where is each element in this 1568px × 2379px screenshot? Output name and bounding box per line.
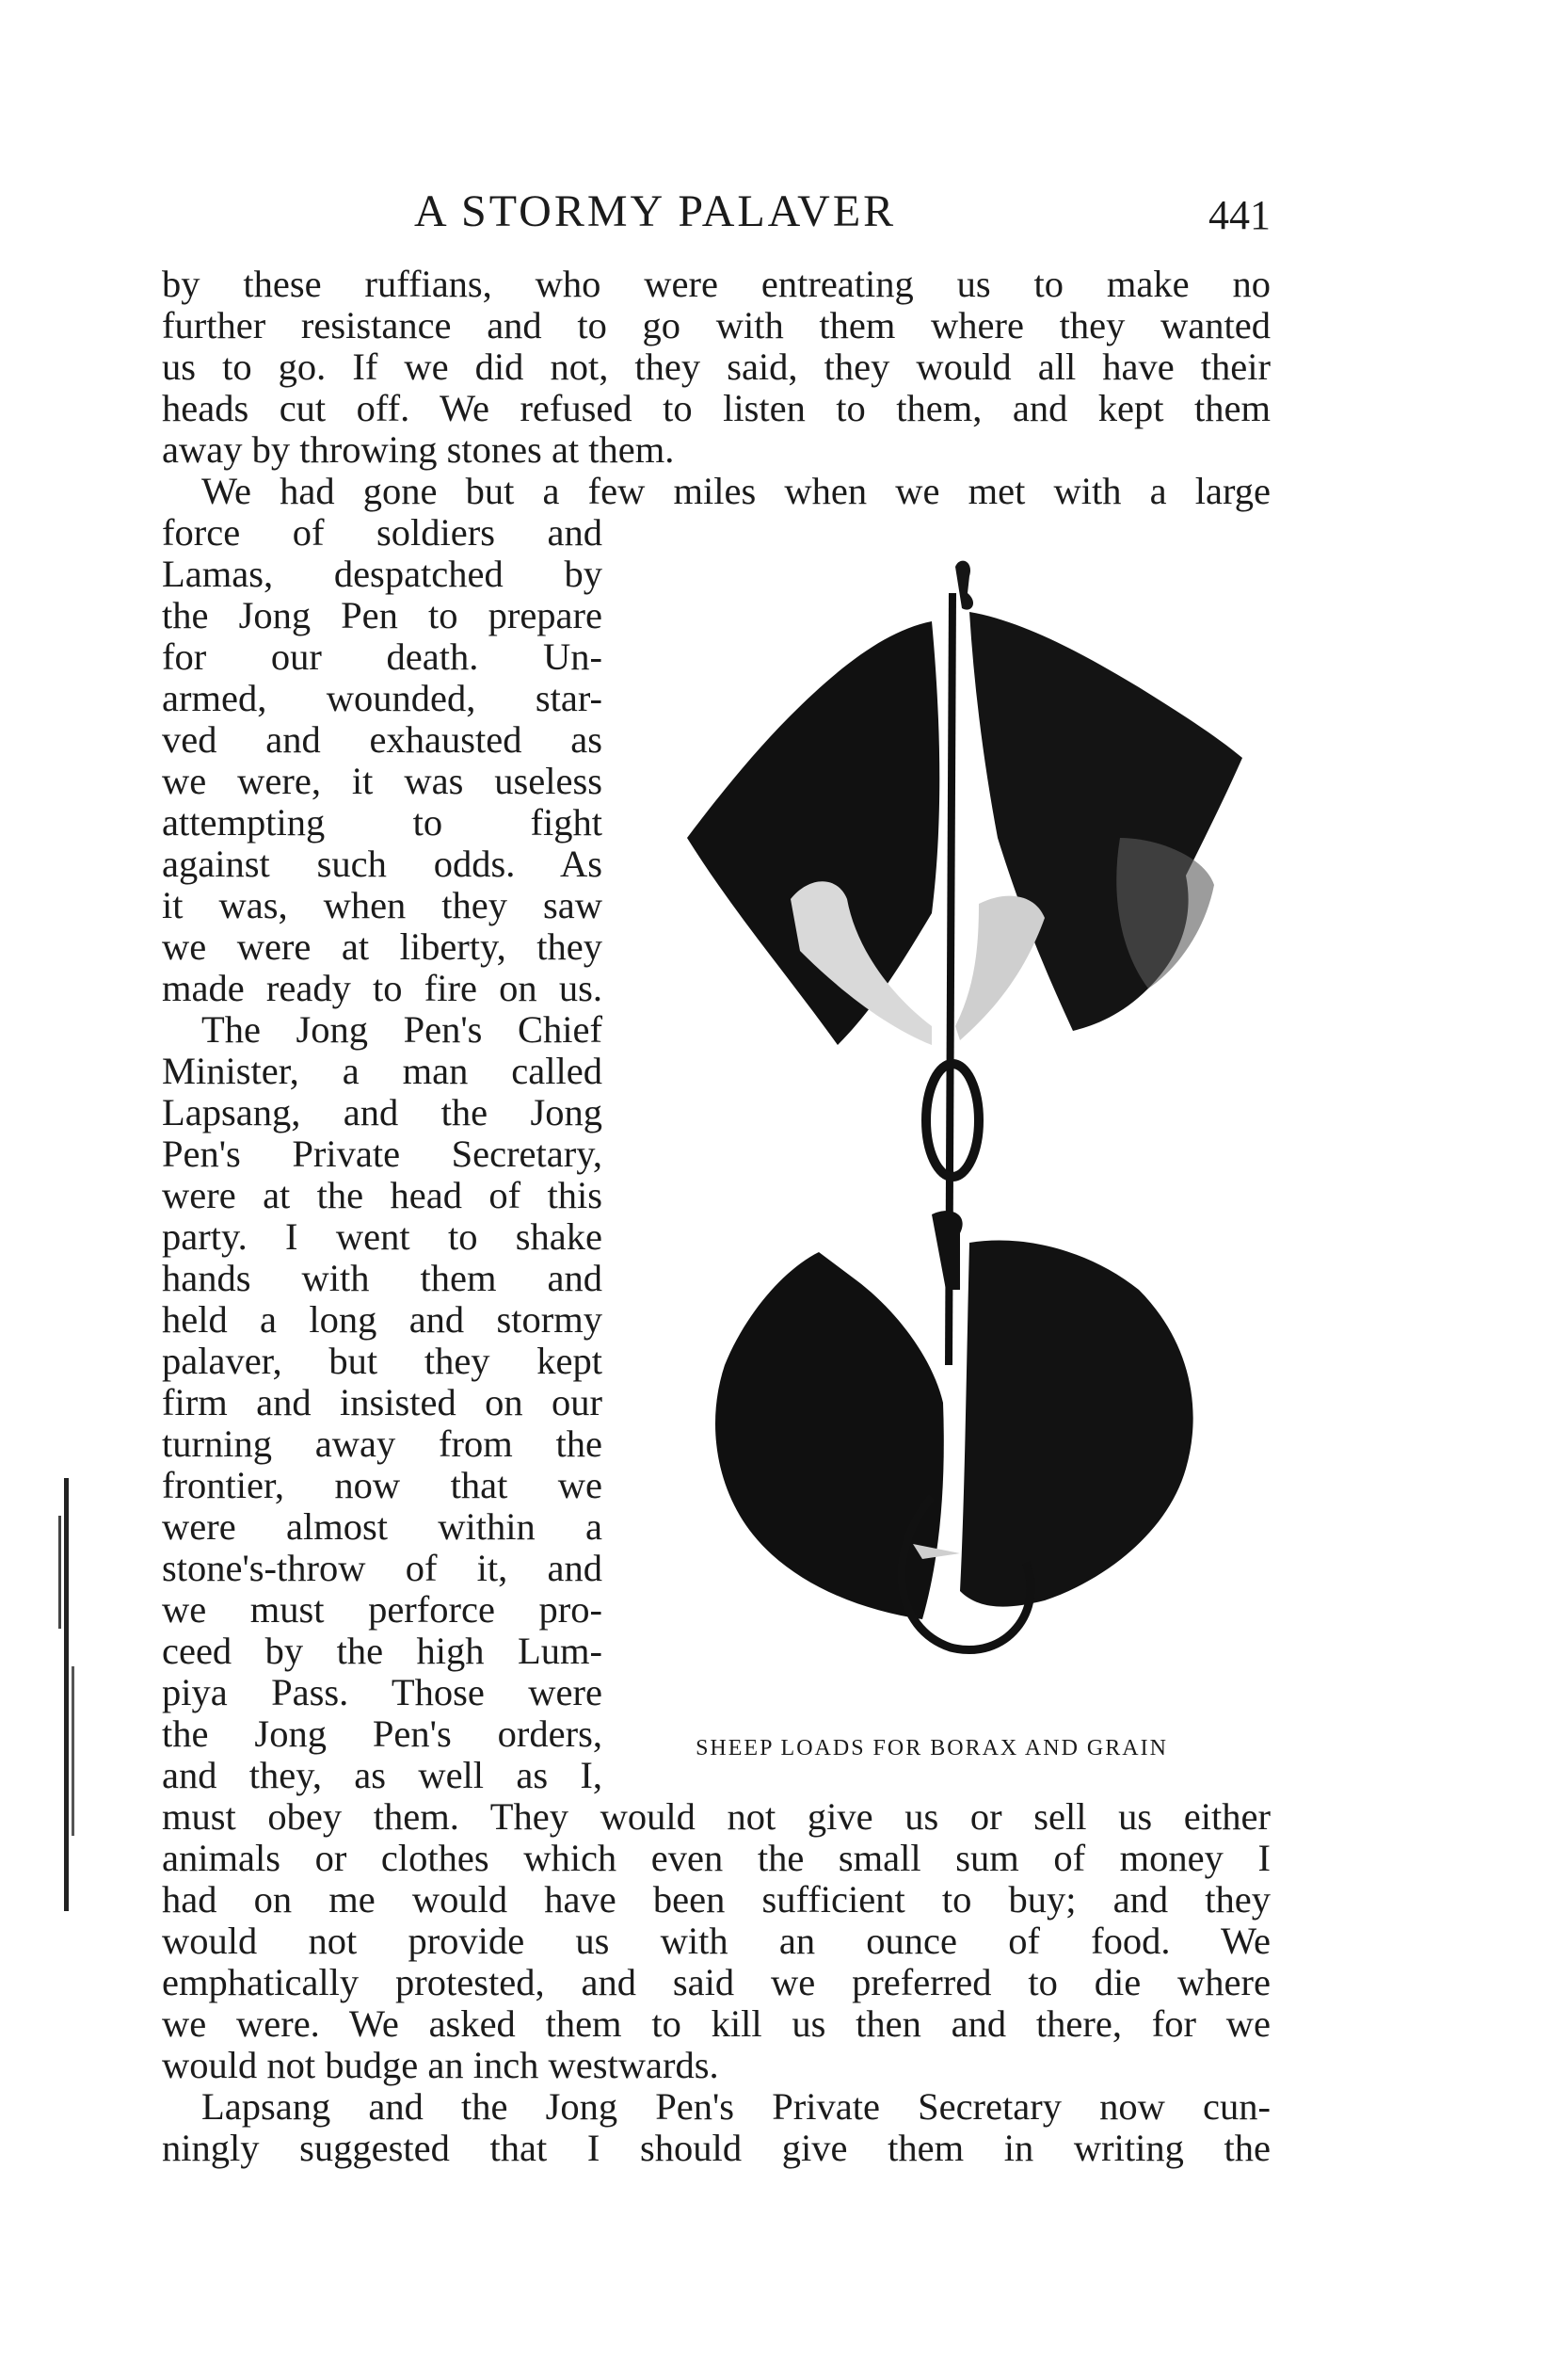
- text-line: emphatically protested, and said we preferred to die where: [162, 1961, 1271, 2003]
- text-line: ningly suggested that I should give them in writing the: [162, 2127, 1271, 2169]
- text-line: attempting to fight: [162, 801, 602, 844]
- text-line: stone's-throw of it, and: [162, 1547, 602, 1589]
- text-line: held a long and stormy: [162, 1298, 602, 1341]
- page-number: 441: [1208, 192, 1271, 238]
- text-line: piya Pass. Those were: [162, 1671, 602, 1713]
- text-line: Lamas, despatched by: [162, 553, 602, 595]
- text-line: away by throwing stones at them.: [162, 428, 675, 471]
- text-line: and they, as well as I,: [162, 1754, 602, 1796]
- text-line: ved and exhausted as: [162, 718, 602, 761]
- text-line: the Jong Pen to prepare: [162, 594, 602, 636]
- figure-caption: SHEEP LOADS FOR BORAX AND GRAIN: [696, 1736, 1168, 1760]
- text-line: had on me would have been sufficient to buy; and they: [162, 1878, 1271, 1921]
- text-line: we were, it was useless: [162, 760, 602, 802]
- text-line: Pen's Private Secretary,: [162, 1133, 602, 1175]
- text-line: it was, when they saw: [162, 884, 602, 926]
- text-line: against such odds. As: [162, 843, 602, 885]
- text-line: heads cut off. We refused to listen to them, and kept them: [162, 387, 1271, 429]
- text-line: we must perforce pro-: [162, 1588, 602, 1631]
- text-line: must obey them. They would not give us or sell us either: [162, 1795, 1271, 1838]
- text-line: we were. We asked them to kill us then and there, for we: [162, 2002, 1271, 2045]
- scan-edge-artifact: [55, 1478, 79, 1911]
- text-line: by these ruffians, who were entreating us to make no: [162, 263, 1271, 305]
- text-line: us to go. If we did not, they said, they would all have their: [162, 346, 1271, 388]
- text-line: force of soldiers and: [162, 511, 602, 554]
- text-line: hands with them and: [162, 1257, 602, 1299]
- text-line: firm and insisted on our: [162, 1381, 602, 1423]
- text-line: Lapsang, and the Jong: [162, 1091, 602, 1133]
- text-line: for our death. Un-: [162, 635, 602, 678]
- sheep-loads-illustration: [649, 555, 1271, 1723]
- text-line: the Jong Pen's orders,: [162, 1712, 602, 1755]
- text-line: We had gone but a few miles when we met with a large: [201, 470, 1271, 512]
- text-line: party. I went to shake: [162, 1215, 602, 1258]
- text-line: palaver, but they kept: [162, 1340, 602, 1382]
- text-line: Minister, a man called: [162, 1050, 602, 1092]
- text-line: frontier, now that we: [162, 1464, 602, 1506]
- text-line: ceed by the high Lum-: [162, 1630, 602, 1672]
- running-header: [160, 181, 1280, 243]
- text-line: further resistance and to go with them where they wanted: [162, 304, 1271, 346]
- text-line: we were at liberty, they: [162, 925, 602, 968]
- running-title: A STORMY PALAVER: [414, 186, 897, 236]
- text-line: made ready to fire on us.: [162, 967, 602, 1009]
- text-line: The Jong Pen's Chief: [201, 1008, 602, 1051]
- text-line: armed, wounded, star-: [162, 677, 602, 719]
- text-line: would not budge an inch westwards.: [162, 2044, 719, 2086]
- text-line: Lapsang and the Jong Pen's Private Secretary now cun-: [201, 2085, 1271, 2128]
- text-line: were at the head of this: [162, 1174, 602, 1216]
- figure-sheep-loads: [649, 555, 1271, 1760]
- text-line: animals or clothes which even the small sum of money I: [162, 1837, 1271, 1879]
- text-line: would not provide us with an ounce of food. We: [162, 1920, 1271, 1962]
- text-line: were almost within a: [162, 1505, 602, 1548]
- text-line: turning away from the: [162, 1423, 602, 1465]
